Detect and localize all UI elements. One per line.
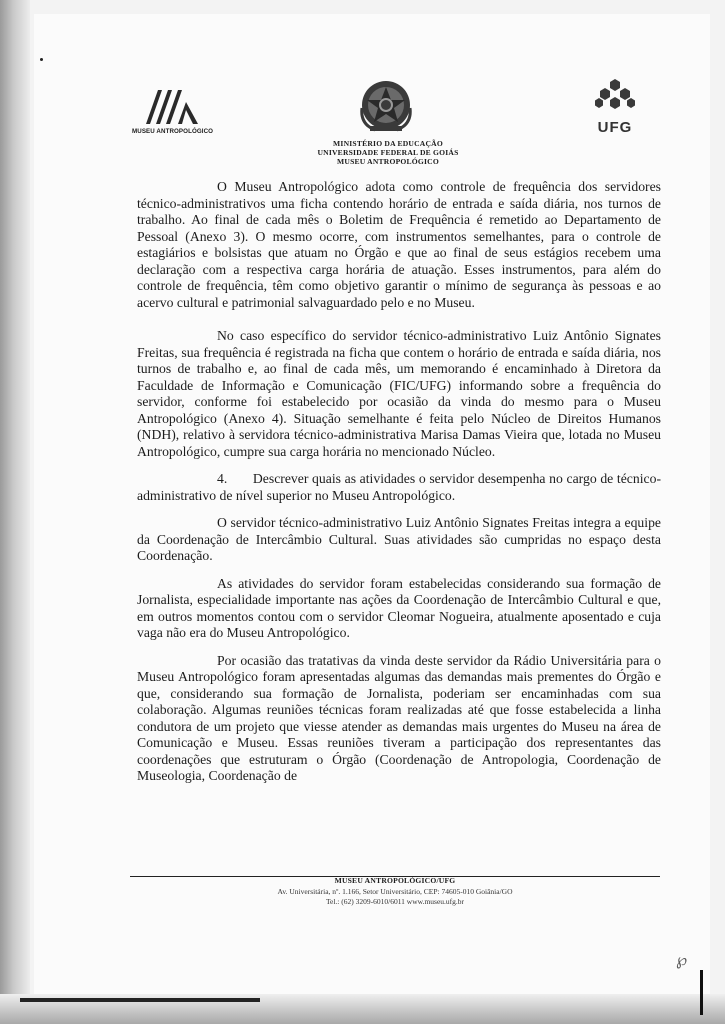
handwritten-page-mark: ℘ [676, 950, 688, 969]
paragraph-team-membership: O servidor técnico-administrativo Luiz Antônio Signates Freitas integra a equipe da Coordenação de Intercâmbio Cultural. Suas atividades são cumpridas no espaço desta Coordenação. [137, 515, 661, 563]
question-4 [137, 471, 661, 504]
header-line-universidade: UNIVERSIDADE FEDERAL DE GOIÁS [317, 148, 459, 157]
paragraph-activities: As atividades do servidor foram estabelecidas considerando sua formação de Jornalista, especialidade importante nas ações da Coordenação de Intercâmbio Cultural e que, em outros momentos contou com o servidor Cleomar Nogueira, atualmente aposentado e cuja vaga não era do Museu Antropológico. [137, 575, 661, 640]
brazil-coat-of-arms-icon [357, 78, 415, 136]
museu-logo-mark-icon [144, 88, 200, 126]
paragraph-frequency-control: O Museu Antropológico adota como controle de frequência dos servidores técnico-administrativos uma ficha contendo horário de entrada e saída diária, nos turnos de trabalho. Ao final de cada mês o Boletim de Frequência é remetido ao Departamento de Pessoal (Anexo 3). O mesmo ocorre, com instrumentos semelhantes, para o controle de estagiários e bolsistas que atuam no Órgão e que ao final de seus estágios recebem uma declaração com a respectiva carga horária de atuação. Esses instrumentos, para além do controle de frequência, têm como objetivo garantir o mínimo de segurança às pessoas e ao acervo cultural e patrimonial salvaguardado pelo e no Museu. [137, 179, 661, 310]
footer-address: Av. Universitária, nº. 1.166, Setor Universitário, CEP: 74605-010 Goiânia/GO [277, 887, 513, 896]
footer-phone-web: Tel.: (62) 3209-6010/6011 www.museu.ufg.br [325, 896, 465, 906]
header-line-museu: MUSEU ANTROPOLÓGICO [337, 157, 439, 166]
header-line-ministerio: MINISTÉRIO DA EDUCAÇÃO [333, 139, 443, 148]
footer-title: MUSEU ANTROPOLÓGICO/UFG [334, 876, 456, 885]
paper-edge-line [20, 998, 260, 1002]
ufg-logo-text: UFG [597, 119, 633, 136]
question-4-text: Descrever quais as atividades o servidor desempenha no cargo de técnico-administrativo de nível superior no Museu Antropológico. [137, 471, 662, 503]
document-body [137, 179, 661, 785]
scan-speck [40, 58, 43, 61]
paragraph-specific-case: No caso específico do servidor técnico-administrativo Luiz Antônio Signates Freitas, sua frequência é registrada na ficha que contem o horário de entrada e saída diária, nos turnos de trabalho e, ao final de cada mês, um memorando é encaminhado à Diretora da Faculdade de Informação e Comunicação (FIC/UFG) informando sobre a frequência do servidor, conforme foi estabelecido por ocasião da vinda do mesmo para o Museu Antropológico (Anexo 4). Situação semelhante é feita pelo Núcleo de Direitos Humanos (NDH), relativo à servidora técnico-administrativa Marisa Damas Vieira que, lotada no Museu Antropológico, cumpre sua carga horária no mencionado Núcleo. [137, 328, 661, 459]
scan-shadow-left [0, 0, 30, 1024]
ufg-logo [590, 78, 640, 136]
question-4-number: 4. [217, 471, 228, 486]
museu-antropologico-logo [132, 88, 212, 135]
institution-header [290, 139, 486, 166]
margin-bar [700, 970, 703, 1015]
ufg-hexagon-mark-icon [593, 78, 637, 112]
footer-contact-block [130, 887, 660, 906]
museu-logo-caption: MUSEU ANTROPOLÓGICO [132, 128, 214, 135]
paragraph-negotiations: Por ocasião das tratativas da vinda deste servidor da Rádio Universitária para o Museu Antropológico foram apresentadas algumas das demandas mais prementes do Órgão e que, considerando sua formação de Jornalista, poderiam ser encaminhadas com sua colaboração. Algumas reuniões técnicas foram realizadas até que fosse estabelecida a linha condutora de um projeto que viesse atender as demandas mais urgentes do Museu na área de Comunicação e Museu. Essas reuniões tiveram a participação dos representantes das coordenações que estruturam o Órgão (Coordenação de Antropologia, Coordenação de Museologia, Coordenação de [137, 652, 661, 783]
